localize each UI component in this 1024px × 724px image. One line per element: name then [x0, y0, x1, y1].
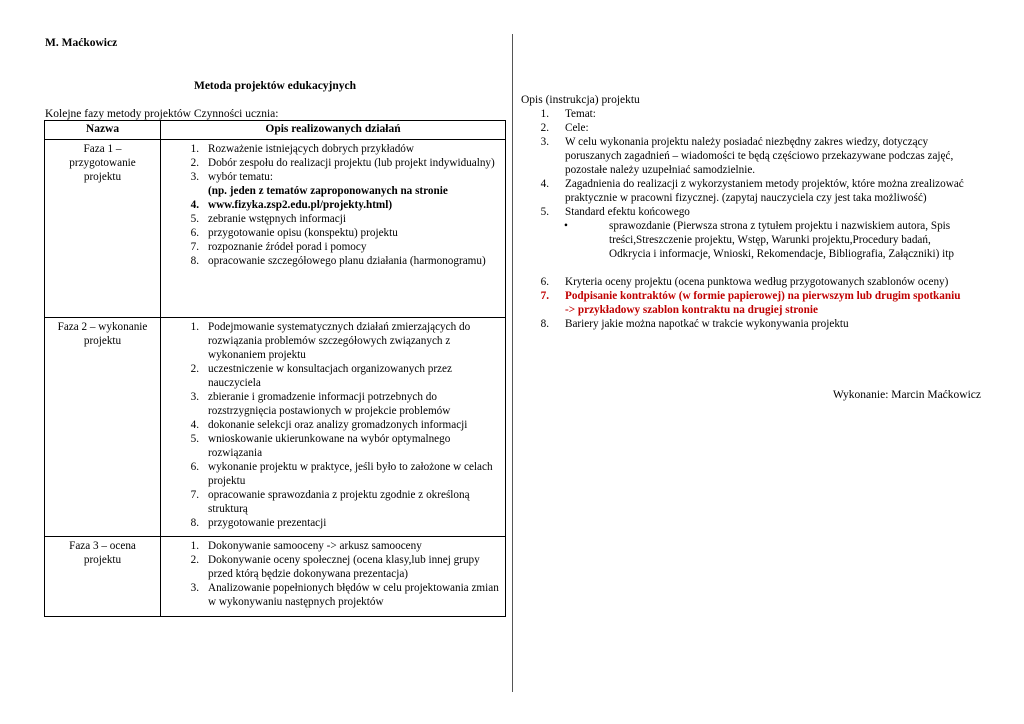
step-item-link: 4. www.fizyka.zsp2.edu.pl/projekty.html) — [190, 199, 393, 211]
step-item: 4. dokonanie selekcji oraz analizy gromadzonych informacji — [190, 419, 468, 431]
step-item: 5. wnioskowanie ukierunkowane na wybór optymalnego rozwiązania — [190, 433, 451, 459]
step-item: 3. zbieranie i gromadzenie informacji potrzebnych do rozstrzygnięcia postawionych w projekcie problemów — [190, 391, 451, 417]
step-item: 2. uczestniczenie w konsultacjach organizowanych przez nauczyciela — [190, 363, 452, 389]
instruction-item: 1. Temat: — [540, 108, 596, 120]
step-item: 5. zebranie wstępnych informacji — [190, 213, 346, 225]
instructions-heading: Opis (instrukcja) projektu — [521, 94, 640, 106]
document-title: Metoda projektów edukacyjnych — [193, 80, 357, 92]
instruction-item-highlighted: 7. Podpisanie kontraktów (w formie papierowej) na pierwszym lub drugim spotkaniu -> przykładowy szablon kontraktu na drugiej stronie — [540, 290, 961, 316]
step-item: 8. opracowanie szczegółowego planu działania (harmonogramu) — [190, 255, 486, 267]
step-item: 6. wykonanie projektu w praktyce, jeśli było to założone w celach projektu — [190, 461, 493, 487]
step-item: 1. Dokonywanie samooceny -> arkusz samooceny — [190, 540, 422, 552]
table-header-row — [45, 121, 506, 140]
step-item: 1. Podejmowanie systematycznych działań zmierzających do rozwiązania problemów szczegółowych związanych z wykonaniem projektu — [190, 321, 471, 361]
phase-steps — [161, 140, 506, 318]
table-row — [45, 140, 506, 318]
step-item-continued: (np. jeden z tematów zaproponowanych na stronie — [208, 185, 448, 197]
step-item: 3. Analizowanie popełnionych błędów w celu projektowania zmian w wykonywaniu następnych projektów — [190, 582, 499, 608]
bullet-item: • sprawozdanie (Pierwsza strona z tytułem projektu i nazwiskiem autora, Spis treści,Streszczenie projektu, Wstęp, Warunki projektu,Procedury badań, Odkrycia i informacje, Wnioski, Rekomendacje, Bibliografia, Załączniki) itp — [564, 220, 954, 260]
signature: Wykonanie: Marcin Maćkowicz — [832, 389, 981, 401]
instruction-item: 6. Kryteria oceny projektu (ocena punktowa według przygotowanych szablonów oceny) — [540, 276, 949, 288]
step-item: 3. wybór tematu: — [190, 171, 273, 183]
table-row — [45, 318, 506, 537]
step-item: 8. przygotowanie prezentacji — [190, 517, 327, 529]
step-item: 2. Dobór zespołu do realizacji projektu (lub projekt indywidualny) — [190, 157, 495, 169]
column-divider — [512, 34, 513, 692]
instruction-item: 4. Zagadnienia do realizacji z wykorzystaniem metody projektów, które można zrealizować praktycznie w pracowni fizycznej. (zapytaj nauczyciela czy jest taka możliwość) — [540, 178, 964, 204]
phase-steps — [161, 537, 506, 617]
intro-text: Kolejne fazy metody projektów Czynności ucznia: — [45, 108, 279, 120]
step-item: 2. Dokonywanie oceny społecznej (ocena klasy,lub innej grupy przed którą będzie dokonywana prezentacja) — [190, 554, 480, 580]
phase-steps — [161, 318, 506, 537]
phases-table — [44, 120, 506, 617]
step-item: 7. opracowanie sprawozdania z projektu zgodnie z określoną strukturą — [190, 489, 470, 515]
table-row — [45, 537, 506, 617]
phase-name: Faza 2 – wykonanie projektu — [45, 318, 161, 537]
header-description: Opis realizowanych działań — [161, 121, 506, 140]
bullet-icon: • — [564, 220, 568, 232]
bullet-list — [565, 219, 966, 261]
step-item: 1. Rozważenie istniejących dobrych przykładów — [190, 143, 414, 155]
phase-name: Faza 3 – ocena projektu — [45, 537, 161, 617]
step-item: 7. rozpoznanie źródeł porad i pomocy — [190, 241, 367, 253]
instruction-item: 2. Cele: — [540, 122, 589, 134]
instruction-item: 5. Standard efektu końcowego • sprawozdanie (Pierwsza strona z tytułem projektu i nazwiskiem autora, Spis treści,Streszczenie projektu, Wstęp, Warunki projektu,Procedury badań, Odkrycia i informacje, Wnioski, Rekomendacje, Bibliografia, Załączniki) itp — [521, 205, 966, 261]
instructions-list — [521, 107, 966, 331]
phase-name: Faza 1 – przygotowanie projektu — [45, 140, 161, 318]
header-name: Nazwa — [45, 121, 161, 140]
instruction-item: 3. W celu wykonania projektu należy posiadać niezbędny zakres wiedzy, dotyczący poruszanych zagadnień – wiadomości te będą częściowo przekazywane podczas zajęć, pozostałe należy uzupełniać samodzielnie. — [540, 136, 954, 176]
instruction-item: 8. Bariery jakie można napotkać w trakcie wykonywania projektu — [540, 318, 849, 330]
author-name: M. Maćkowicz — [45, 37, 118, 49]
step-item: 6. przygotowanie opisu (konspektu) projektu — [190, 227, 398, 239]
